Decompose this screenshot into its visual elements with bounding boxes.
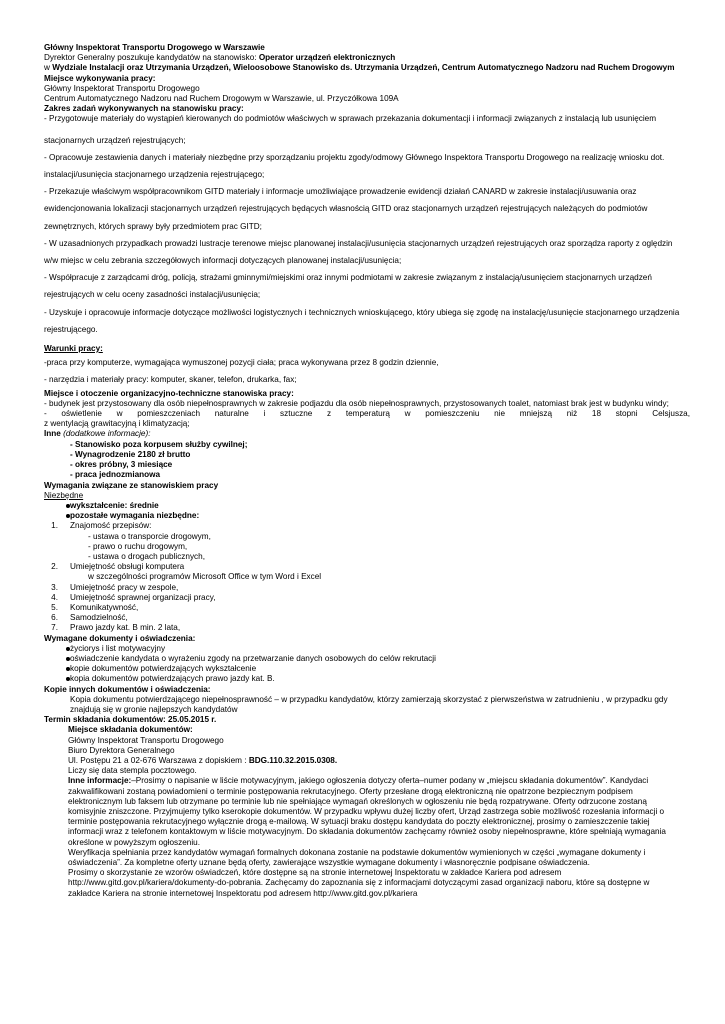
other-item: - Wynagrodzenie 2180 zł brutto [70, 449, 191, 459]
document-item: kopia dokumentów potwierdzających prawo jazdy kat. B. [70, 674, 275, 684]
info-line: http://www.gitd.gov.pl/kariera/dokumenty-do-pobrania. Zachęcamy do zapoznania się z informacjami dotyczącymi zasad organizacji naboru, które są dostępne w [68, 878, 650, 888]
position-intro: Dyrektor Generalny poszukuje kandydatów na stanowisko: [44, 53, 259, 63]
department-name: Wydziale Instalacji oraz Utrzymania Urządzeń, Wieloosobowe Stanowisko ds. Utrzymania Urządzeń, Centrum Automatycznego Nadzoru nad Ruchem Drogowym [52, 63, 675, 73]
workplace-heading: Miejsce wykonywania pracy: [44, 73, 156, 83]
department-line [44, 63, 690, 73]
info-line: elektronicznym lub faksem lub otrzymane po terminie lub nie spełniające wymagań określonych w ogłoszeniu nie będą rozpatrywane. Oferty odrzucone zostaną [68, 796, 647, 806]
sub-item: - prawo o ruchu drogowym, [88, 541, 188, 551]
numbered-item [44, 613, 690, 623]
info-line: Prosimy o skorzystanie ze wzorów oświadczeń, które dostępne są na stronie internetowej Inspektoratu w zakładce Kariera pod adresem [68, 868, 562, 878]
other-item: - Stanowisko poza korpusem służby cywilnej; [70, 439, 248, 449]
environment-line-3: z wentylacją grawitacyjną i klimatyzacją; [44, 419, 190, 429]
item-text: Umiejętność obsługi komputera [70, 562, 185, 572]
documents-heading: Wymagane dokumenty i oświadczenia: [44, 633, 196, 643]
submission-heading: Miejsce składania dokumentów: [68, 725, 193, 735]
info-line: Weryfikacja spełniania przez kandydatów wymagań formalnych dokonana zostanie na podstawie dokumentów wymienionych w części „wymagane dokumenty i [68, 847, 646, 857]
task-line: w/w miejsc w celu zebrania szczegółowych informacji dotyczących planowanej instalacji/usunięcia; [44, 256, 402, 266]
submission-address: Ul. Postępu 21 a 02-676 Warszawa z dopiskiem : [68, 755, 249, 765]
task-line: instalacji/usunięcia stacjonarnego urządzenia rejestrującego; [44, 170, 265, 180]
item-text: Umiejętność pracy w zespole, [70, 582, 179, 592]
document-item: kopie dokumentów potwierdzających wykształcenie [70, 664, 257, 674]
submission-line-2: Biuro Dyrektora Generalnego [68, 745, 175, 755]
sub-item: - ustawa o drogach publicznych, [88, 551, 205, 561]
department-prefix: w [44, 63, 53, 73]
task-line: zewnętrznych, których sprawy były przedmiotem prac GITD; [44, 221, 262, 231]
item-number: 2. [51, 562, 58, 572]
deadline-heading: Termin składania dokumentów: 25.05.2015 r. [44, 715, 217, 725]
job-posting-document [44, 43, 690, 899]
position-line [44, 53, 690, 63]
workplace-line-2: Centrum Automatycznego Nadzoru nad Ruchem Drogowym w Warszawie, ul. Przyczółkowa 109A [44, 94, 399, 104]
bullet-item [44, 511, 690, 521]
numbered-item [44, 603, 690, 613]
item-number: 3. [51, 582, 58, 592]
item-number: 7. [51, 623, 58, 633]
task-line: stacjonarnych urządzeń rejestrujących; [44, 135, 186, 145]
info-line: zakwalifikowani zostaną powiadomieni o terminie postępowania rekrutacyjnego. Oferty przesłane drogą elektroniczną nie opatrzone bezpiecznym podpisem [68, 786, 633, 796]
other-heading-note: (dodatkowe informacje): [60, 429, 151, 439]
item-text: Samodzielność, [70, 613, 128, 623]
environment-line-2: - oświetlenie w pomieszczeniach naturalne i sztuczne z temperaturą w pomieszczeniu nie mniejszą niż 18 stopni Celsjusza, [44, 409, 690, 419]
tasks-list [44, 114, 690, 338]
required-label: Niezbędne [44, 490, 84, 500]
submission-line-1: Główny Inspektorat Transportu Drogowego [68, 735, 224, 745]
task-line: - Przekazuje właściwym współpracownikom GITD materiały i informacje umożliwiające prowadzenie ewidencji działań CANARD w zakresie instalacji/usuwania oraz [44, 187, 637, 197]
conditions-heading: Warunki pracy: [44, 344, 103, 354]
submission-block [44, 725, 690, 898]
bullet-icon [44, 664, 70, 674]
task-line: - Uzyskuje i opracowuje informacje dotyczące możliwości logistycznych i technicznych wnioskującego, który ubiega się zgodę na instalację/usunięcie stacjonarnego urządzenia [44, 307, 680, 317]
bullet-item [44, 501, 690, 511]
bullet-icon [44, 674, 70, 684]
conditions-line-2: - narzędzia i materiały pracy: komputer, skaner, telefon, drukarka, fax; [44, 375, 297, 385]
task-line: - Współpracuje z zarządcami dróg, policją, strażami gminnymi/miejskimi oraz innymi podmiotami w zakresie związanym z instalacją/usunięciem stacjonarnych urządzeń [44, 273, 652, 283]
info-line: komisyjnie zniszczone. Przyjmujemy tylko kserokopie dokumentów. W przypadku wpływu dużej liczby ofert, Urząd zastrzega sobie możliwość rozesłania informacji o [68, 807, 665, 816]
bullet-icon [44, 654, 70, 664]
submission-line-3 [68, 756, 690, 766]
task-line: ewidencjonowania lokalizacji stacjonarnych urządzeń rejestrujących będących własnością GITD oraz stacjonarnych urządzeń rejestrujących należących do podmiotów [44, 204, 648, 214]
other-item: - praca jednozmianowa [70, 470, 161, 480]
bullet-icon [44, 644, 70, 654]
task-line: - Przygotowuje materiały do wystąpień kierowanych do podmiotów właściwych w sprawach przekazania dokumentacji i informacji związanych z instalacją lub usunięciem [44, 114, 657, 124]
other-docs-line-2: znajdują się w gronie najlepszych kandydatów [70, 704, 238, 714]
task-line: rejestrujących w celu oceny zasadności instalacji/usunięcia; [44, 290, 261, 300]
info-line: informacji wraz z telefonem kontaktowym w liście motywacyjnym. Do składania dokumentów zachęcamy również osoby niepełnosprawne, które spełniają wymagania [68, 827, 666, 837]
info-line: zakładce Kariera na stronie internetowej Inspektoratu pod adresem http://www.gitd.gov.pl/kariera [68, 888, 418, 898]
task-line: - W uzasadnionych przypadkach prowadzi lustracje terenowe miejsc planowanej instalacji/usunięcia stacjonarnych urządzeń rejestrujących oraz sporządza raporty z oględzin [44, 238, 673, 248]
bullet-item [44, 664, 690, 674]
bullet-item [44, 674, 690, 684]
sub-item: w szczególności programów Microsoft Office w tym Word i Excel [88, 572, 322, 582]
bullet-item [44, 644, 690, 654]
tasks-heading: Zakres zadań wykonywanych na stanowisku pracy: [44, 104, 244, 114]
info-line: oświadczenia”. Za kompletne oferty uznane będą oferty, zawierające wszystkie wymagane dokumenty i własnoręcznie podpisane oświadczenia. [68, 858, 590, 868]
item-number: 4. [51, 592, 58, 602]
submission-reference: BDG.110.32.2015.0308. [248, 755, 338, 765]
submission-line-4: Liczy się data stempla pocztowego. [68, 766, 197, 776]
info-line: terminie postępowania rekrutacyjnego wyłącznie drogą e-mailową. W sytuacji braku dostępu kandydata do poczty elektronicznej, prosimy o zamieszczenie takiej [68, 817, 650, 827]
other-heading: Inne [44, 429, 61, 439]
item-text: Komunikatywność, [70, 602, 139, 612]
other-list [44, 440, 690, 481]
item-number: 5. [51, 602, 58, 612]
bullet-icon [44, 511, 70, 521]
environment-line-1: - budynek jest przystosowany dla osób niepełnosprawnych w zakresie podjazdu dla osób niepełnosprawnych, przystosowanych toalet, natomiast brak jest w budynku windy; [44, 398, 669, 408]
document-item: oświadczenie kandydata o wyrażeniu zgody na przetwarzanie danych osobowych do celów rekrutacji [70, 653, 436, 663]
sub-item: - ustawa o transporcie drogowym, [88, 531, 211, 541]
numbered-item [44, 583, 690, 593]
item-number: 1. [51, 521, 58, 531]
document-title: Główny Inspektorat Transportu Drogowego w Warszawie [44, 43, 265, 52]
info-heading: Inne informacje: [68, 776, 132, 786]
bullet-icon [44, 501, 70, 511]
info-text: –Prosimy o napisanie w liście motywacyjnym, jakiego ogłoszenia dotyczy oferta–numer podany w „miejscu składania dokumentów”. Kandydaci [131, 776, 649, 786]
bullet-item [44, 654, 690, 664]
other-docs-line-1: Kopia dokumentu potwierdzającego niepełnosprawność – w przypadku kandydatów, którzy zamierzają skorzystać z pierwszeństwa w zatrudnieniu , w przypadku gdy [70, 694, 668, 704]
conditions-line-1: -praca przy komputerze, wymagająca wymuszonej pozycji ciała; praca wykonywana przez 8 godzin dziennie, [44, 358, 439, 368]
document-item: życiorys i list motywacyjny [70, 643, 166, 653]
item-text: Prawo jazdy kat. B min. 2 lata, [70, 623, 181, 633]
other-docs-heading: Kopie innych dokumentów i oświadczenia: [44, 684, 211, 694]
other-item: - okres próbny, 3 miesiące [70, 460, 173, 470]
requirements-heading: Wymagania związane ze stanowiskiem pracy [44, 480, 219, 490]
task-line: rejestrującego. [44, 324, 98, 334]
item-number: 6. [51, 613, 58, 623]
requirement-other: pozostałe wymagania niezbędne: [70, 511, 200, 521]
task-line: - Opracowuje zestawienia danych i materiały niezbędne przy sporządzaniu projektu zgody/odmowy Głównego Inspektora Transportu Drogowego na realizację wniosku dot. [44, 152, 665, 162]
numbered-item [44, 521, 690, 531]
numbered-item [44, 562, 690, 572]
info-line: określone w powyższym ogłoszeniu. [68, 837, 200, 847]
info-line-1 [68, 776, 690, 786]
numbered-item [44, 623, 690, 633]
workplace-line-1: Główny Inspektorat Transportu Drogowego [44, 83, 200, 93]
numbered-item [44, 593, 690, 603]
item-text: Umiejętność sprawnej organizacji pracy, [70, 592, 216, 602]
environment-heading: Miejsce i otoczenie organizacyjno-techniczne stanowiska pracy: [44, 388, 294, 398]
conditions-list [44, 354, 690, 388]
item-text: Znajomość przepisów: [70, 521, 152, 531]
other-heading-line [44, 429, 690, 439]
position-name: Operator urządzeń elektronicznych [258, 53, 396, 63]
requirement-education: wykształcenie: średnie [70, 500, 159, 510]
